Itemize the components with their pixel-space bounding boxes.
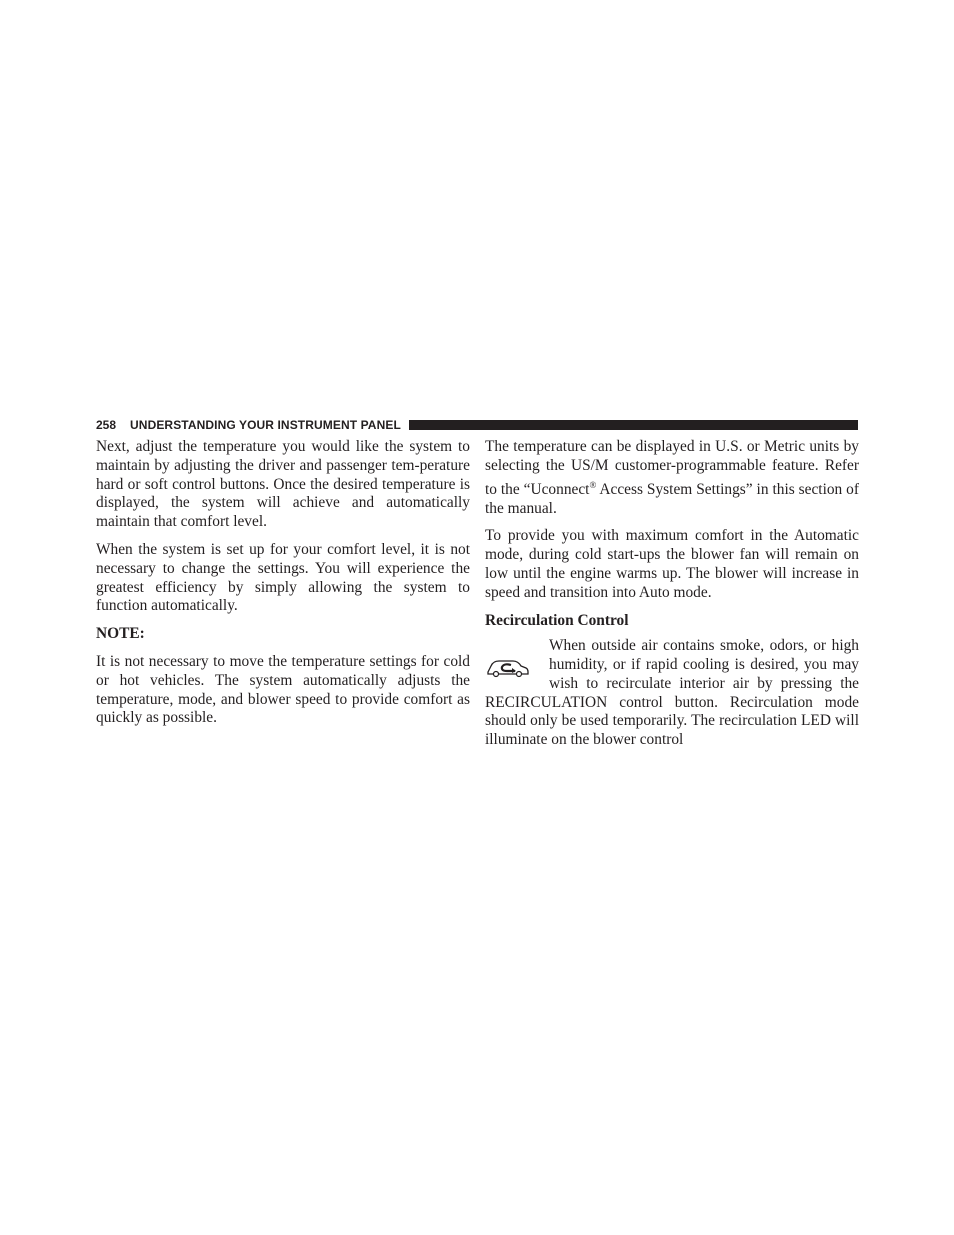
page-number: 258 xyxy=(96,418,117,432)
right-column xyxy=(485,438,859,750)
registered-mark: ® xyxy=(589,479,597,490)
recirculation-block xyxy=(485,637,859,750)
paragraph-comfort-level: When the system is set up for your comfort level, it is not necessary to change the settings. You will experience the greatest efficiency by simply allowing the system to function automatically. xyxy=(96,540,470,615)
units-text-b: Access System Settings” in this section of the manual. xyxy=(485,480,860,517)
section-title: UNDERSTANDING YOUR INSTRUMENT PANEL xyxy=(130,418,401,432)
paragraph-temperature-units xyxy=(485,438,859,518)
left-column xyxy=(96,438,470,737)
units-text-a: The temperature can be displayed in U.S. or Metric units by selecting the US/M customer-programmable feature. Refer to the “Uconnect xyxy=(485,438,859,498)
header-rule xyxy=(409,420,858,430)
paragraph-recirculation: When outside air contains smoke, odors, or high humidity, or if rapid cooling is desired, you may wish to recirculate interior air by pressing the RECIRCULATION control button. Recirculation mode should only be used temporarily. The recirculation LED will illuminate on the blower control xyxy=(485,637,859,749)
note-label: NOTE: xyxy=(96,625,145,643)
paragraph-cold-startup: To provide you with maximum comfort in the Automatic mode, during cold start-ups the blower fan will remain on low until the engine warms up. The blower will increase in speed and transition into Auto mode. xyxy=(485,527,859,601)
paragraph-adjust-temperature: Next, adjust the temperature you would like the system to maintain by adjusting the driver and passenger tem-perature hard or soft control buttons. Once the desired temperature is displayed, the system will achieve and automatically maintain that comfort level. xyxy=(96,438,470,531)
recirculation-heading: Recirculation Control xyxy=(485,611,629,629)
page-header xyxy=(96,417,858,433)
paragraph-note: It is not necessary to move the temperature settings for cold or hot vehicles. The system automatically adjusts the temperature, mode, and blower speed to provide comfort as quickly as possible. xyxy=(96,652,470,727)
recirculation-icon xyxy=(485,637,549,693)
